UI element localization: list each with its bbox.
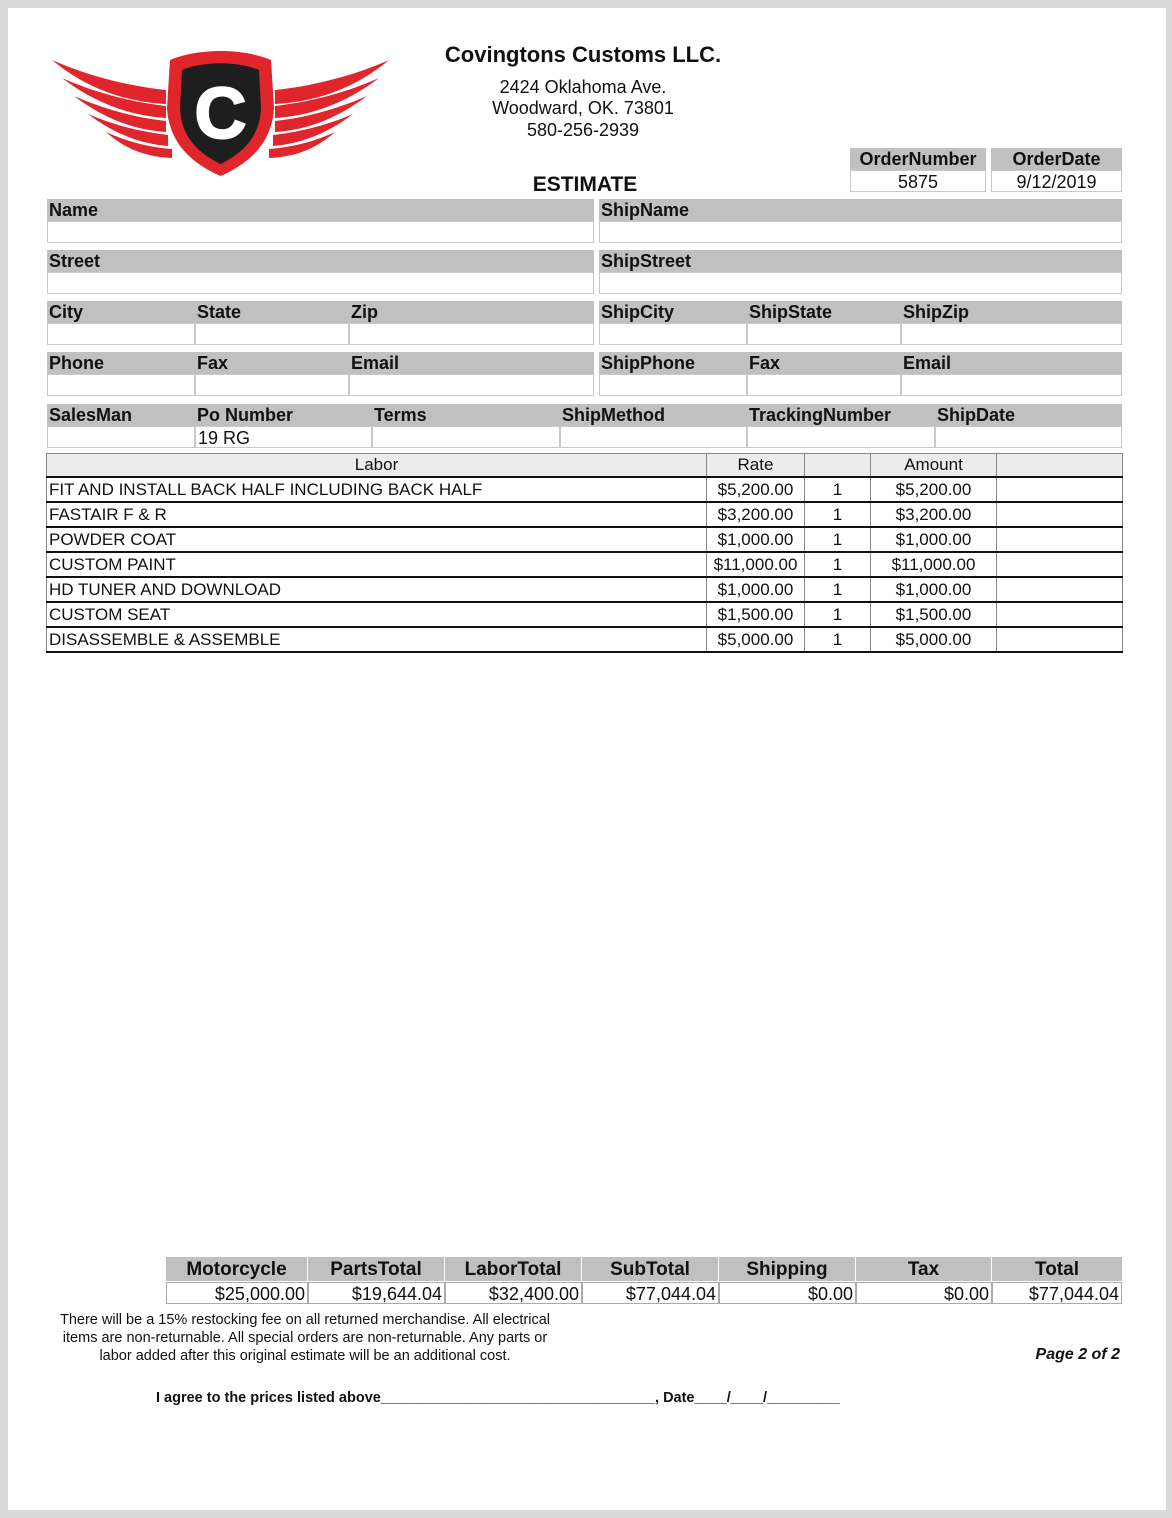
phone-label: Phone [47, 352, 195, 374]
row-amount: $1,000.00 [871, 577, 997, 602]
row-extra [997, 602, 1123, 627]
parts-total-value: $19,644.04 [308, 1282, 445, 1304]
terms-label: Terms [372, 404, 560, 426]
ship-city-field[interactable] [599, 323, 747, 345]
row-rate: $11,000.00 [707, 552, 805, 577]
ship-zip-field[interactable] [901, 323, 1122, 345]
tax-value: $0.00 [856, 1282, 992, 1304]
ship-zip-label: ShipZip [901, 301, 1122, 323]
subtotal-value: $77,044.04 [582, 1282, 719, 1304]
disclaimer-line-1: There will be a 15% restocking fee on all returned merchandise. All electrical [59, 1312, 551, 1328]
row-extra [997, 477, 1123, 502]
ship-fax-label: Fax [747, 352, 901, 374]
row-extra [997, 502, 1123, 527]
ship-street-field[interactable] [599, 272, 1122, 294]
company-address-line2: Woodward, OK. 73801 [492, 98, 674, 118]
row-qty: 1 [805, 502, 871, 527]
amount-column-header: Amount [871, 454, 997, 478]
page-number: Page 2 of 2 [1035, 1346, 1120, 1363]
city-label: City [47, 301, 195, 323]
labor-total-label: LaborTotal [445, 1257, 582, 1281]
order-date-label: OrderDate [991, 148, 1122, 170]
motorcycle-total-label: Motorcycle [166, 1257, 308, 1281]
terms-field[interactable] [372, 426, 560, 448]
order-number-label: OrderNumber [850, 148, 986, 170]
disclaimer-text [40, 1311, 570, 1365]
row-rate: $5,000.00 [707, 627, 805, 652]
ship-date-field[interactable] [935, 426, 1122, 448]
labor-column-header: Labor [47, 454, 707, 478]
street-field[interactable] [47, 272, 594, 294]
ship-method-label: ShipMethod [560, 404, 747, 426]
row-amount: $5,200.00 [871, 477, 997, 502]
email-label: Email [349, 352, 594, 374]
row-qty: 1 [805, 627, 871, 652]
row-description: POWDER COAT [47, 527, 707, 552]
row-qty: 1 [805, 577, 871, 602]
document-title: ESTIMATE [532, 173, 638, 196]
tracking-number-label: TrackingNumber [747, 404, 935, 426]
tracking-number-field[interactable] [747, 426, 935, 448]
row-extra [997, 527, 1123, 552]
table-row [47, 477, 1123, 502]
table-row [47, 602, 1123, 627]
row-qty: 1 [805, 602, 871, 627]
row-qty: 1 [805, 527, 871, 552]
row-extra [997, 577, 1123, 602]
row-qty: 1 [805, 477, 871, 502]
row-amount: $11,000.00 [871, 552, 997, 577]
row-extra [997, 627, 1123, 652]
salesman-field[interactable] [47, 426, 195, 448]
parts-total-label: PartsTotal [308, 1257, 445, 1281]
email-field[interactable] [349, 374, 594, 396]
zip-label: Zip [349, 301, 594, 323]
row-amount: $3,200.00 [871, 502, 997, 527]
row-amount: $1,500.00 [871, 602, 997, 627]
rate-column-header: Rate [707, 454, 805, 478]
fax-field[interactable] [195, 374, 349, 396]
order-date-value: 9/12/2019 [991, 170, 1122, 192]
company-name: Covingtons Customs LLC. [444, 42, 722, 67]
row-rate: $3,200.00 [707, 502, 805, 527]
fax-label: Fax [195, 352, 349, 374]
shipping-label: Shipping [719, 1257, 856, 1281]
company-phone: 580-256-2939 [526, 120, 640, 140]
row-description: HD TUNER AND DOWNLOAD [47, 577, 707, 602]
subtotal-label: SubTotal [582, 1257, 719, 1281]
ship-email-field[interactable] [901, 374, 1122, 396]
disclaimer-line-2: items are non-returnable. All special orders are non-returnable. Any parts or [62, 1330, 548, 1346]
company-logo [48, 46, 393, 178]
ship-phone-label: ShipPhone [599, 352, 747, 374]
name-label: Name [47, 199, 594, 221]
ship-name-field[interactable] [599, 221, 1122, 243]
company-address-line1: 2424 Oklahoma Ave. [499, 77, 667, 97]
labor-total-value: $32,400.00 [445, 1282, 582, 1304]
ship-state-label: ShipState [747, 301, 901, 323]
row-description: CUSTOM SEAT [47, 602, 707, 627]
row-qty: 1 [805, 552, 871, 577]
table-row [47, 502, 1123, 527]
zip-field[interactable] [349, 323, 594, 345]
row-description: FASTAIR F & R [47, 502, 707, 527]
row-extra [997, 552, 1123, 577]
ship-email-label: Email [901, 352, 1122, 374]
po-number-field[interactable]: 19 RG [195, 426, 372, 448]
ship-street-label: ShipStreet [599, 250, 1122, 272]
order-number-value: 5875 [850, 170, 986, 192]
row-rate: $5,200.00 [707, 477, 805, 502]
row-description: CUSTOM PAINT [47, 552, 707, 577]
grand-total-label: Total [992, 1257, 1122, 1281]
ship-method-field[interactable] [560, 426, 747, 448]
row-description: FIT AND INSTALL BACK HALF INCLUDING BACK HALF [47, 477, 707, 502]
logo-letter: C [194, 74, 247, 154]
state-label: State [195, 301, 349, 323]
ship-fax-field[interactable] [747, 374, 901, 396]
labor-table-header [47, 454, 1123, 478]
row-description: DISASSEMBLE & ASSEMBLE [47, 627, 707, 652]
row-rate: $1,500.00 [707, 602, 805, 627]
name-field[interactable] [47, 221, 594, 243]
salesman-label: SalesMan [47, 404, 195, 426]
row-amount: $5,000.00 [871, 627, 997, 652]
labor-table [46, 453, 1123, 653]
disclaimer-line-3: labor added after this original estimate will be an additional cost. [99, 1348, 511, 1364]
grand-total-value: $77,044.04 [992, 1282, 1122, 1304]
row-amount: $1,000.00 [871, 527, 997, 552]
table-row [47, 577, 1123, 602]
table-row [47, 527, 1123, 552]
ship-date-label: ShipDate [935, 404, 1122, 426]
ship-name-label: ShipName [599, 199, 1122, 221]
row-rate: $1,000.00 [707, 527, 805, 552]
motorcycle-total-value: $25,000.00 [166, 1282, 308, 1304]
right-wing [269, 60, 389, 158]
shipping-value: $0.00 [719, 1282, 856, 1304]
po-number-label: Po Number [195, 404, 372, 426]
tax-label: Tax [856, 1257, 992, 1281]
phone-field[interactable] [47, 374, 195, 396]
qty-column-header [805, 454, 871, 478]
state-field[interactable] [195, 323, 349, 345]
street-label: Street [47, 250, 594, 272]
ship-phone-field[interactable] [599, 374, 747, 396]
ship-state-field[interactable] [747, 323, 901, 345]
extra-column-header [997, 454, 1123, 478]
agreement-signature-line[interactable]: I agree to the prices listed above__________________________________, Date____/____/_________ [156, 1390, 840, 1406]
left-wing [52, 60, 172, 158]
table-row [47, 552, 1123, 577]
ship-city-label: ShipCity [599, 301, 747, 323]
table-row [47, 627, 1123, 652]
city-field[interactable] [47, 323, 195, 345]
row-rate: $1,000.00 [707, 577, 805, 602]
